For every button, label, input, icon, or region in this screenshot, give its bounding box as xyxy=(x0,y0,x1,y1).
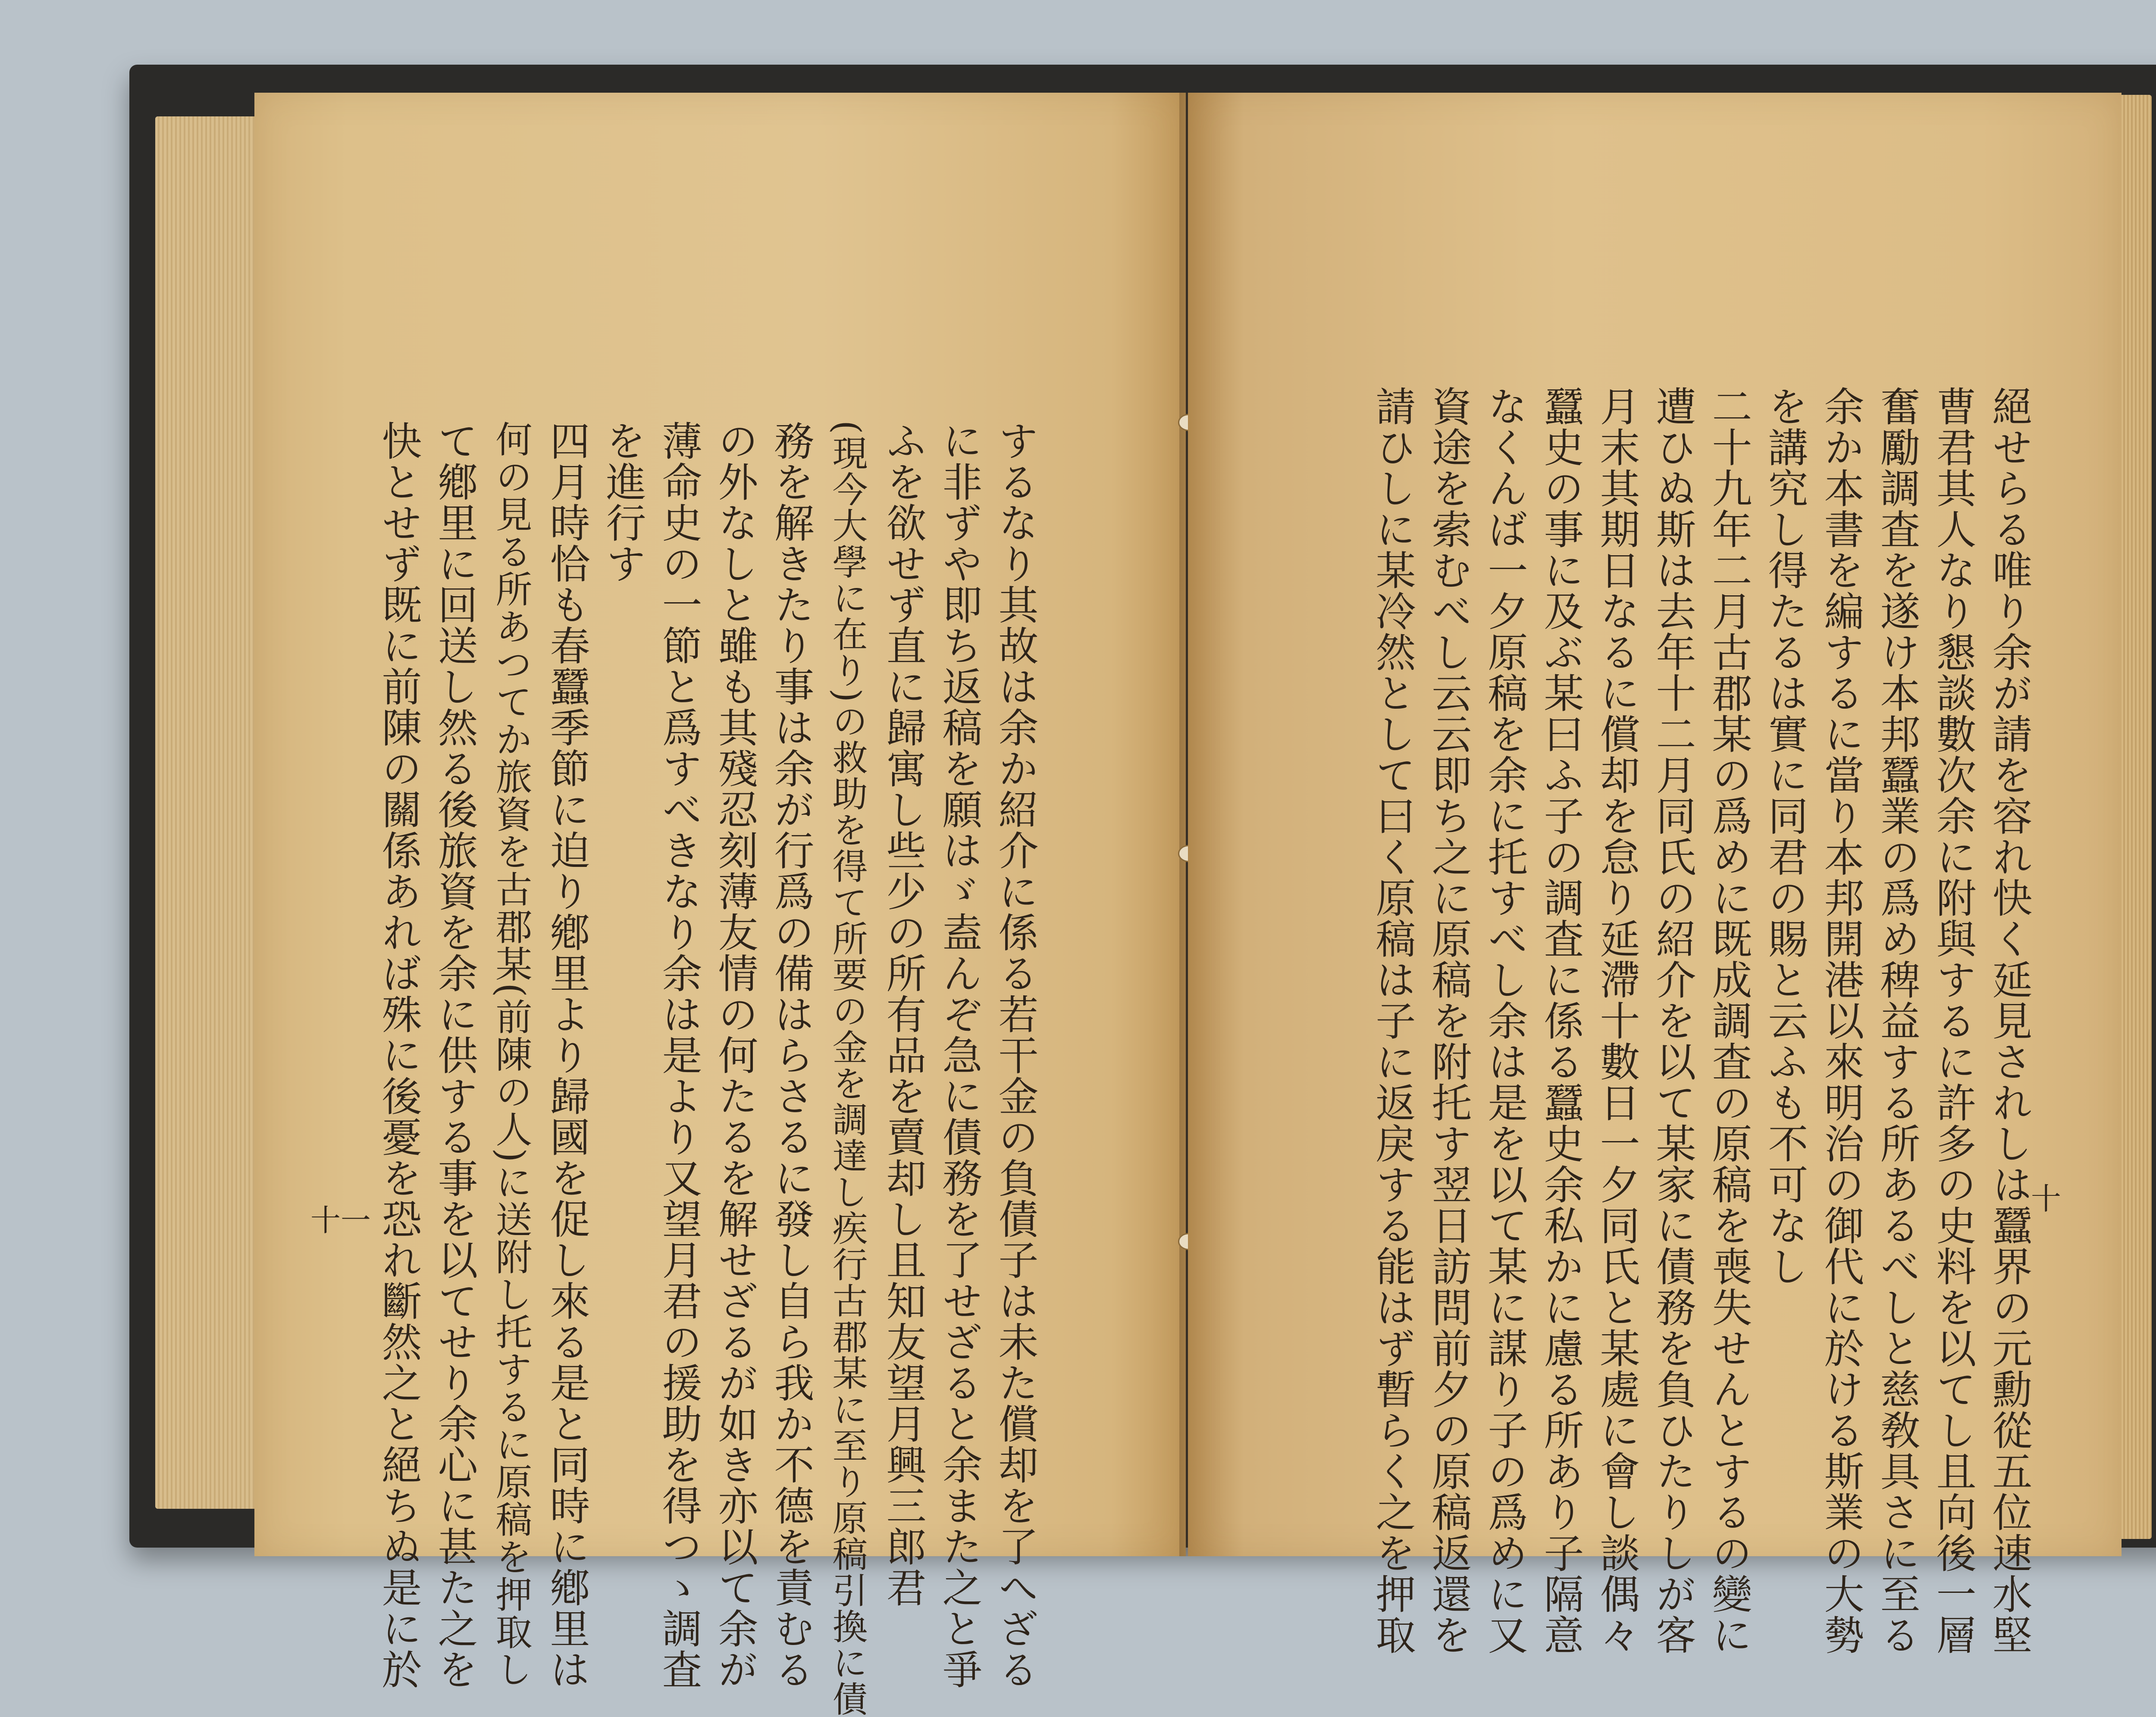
right-page-number: 十 xyxy=(2031,1181,2061,1217)
right-col-1: 絕せらる唯り余が請を容れ快く延見されしは蠶界の元勳從五位速水堅 xyxy=(1986,386,2032,1655)
left-col-12: 快とせず既に前陳の關係あれば殊に後憂を恐れ斷然之と絕ちぬ是に於 xyxy=(375,420,422,1690)
left-col-2: に非ずや即ち返稿を願はゞ盍んぞ急に債務を了せざると余また之と爭 xyxy=(936,420,982,1690)
left-col-5: 務を解きたり事は余が行爲の備はらさるに發し自ら我か不德を責むる xyxy=(768,420,814,1690)
left-col-11: て鄕里に回送し然る後旅資を余に供する事を以てせり余心に甚た之を xyxy=(431,420,478,1690)
left-col-10: 何の見る所あつてか旅資を古郡某(前陳の人)に送附し托するに原稿を押取し xyxy=(489,420,532,1689)
left-col-3: ふを欲せず直に歸寓し些少の所有品を賣却し且知友望月興三郎君 xyxy=(880,420,926,1608)
right-col-2: 曹君其人なり懇談數次余に附與するに許多の史料を以てし且向後一層 xyxy=(1930,386,1976,1655)
right-col-7: 遭ひぬ斯は去年十二月同氏の紹介を以て某家に債務を負ひたりしが客 xyxy=(1649,386,1696,1655)
right-col-9: 蠶史の事に及ぶ某曰ふ子の調査に係る蠶史余私かに慮る所あり子隔意 xyxy=(1537,386,1584,1655)
right-col-6: 二十九年二月古郡某の爲めに既成調査の原稿を喪失せんとするの變に xyxy=(1705,386,1752,1655)
left-page-number: 十一 xyxy=(310,1203,371,1238)
right-page xyxy=(1188,93,2122,1655)
right-col-12: 請ひしに某冷然として曰く原稿は子に返戾する能はず暫らく之を押取 xyxy=(1369,386,1416,1655)
right-col-10: なくんば一夕原稿を余に托すべし余は是を以て某に謀り子の爲めに又 xyxy=(1481,386,1528,1655)
left-col-9: 四月時恰も春蠶季節に迫り鄕里より歸國を促し來る是と同時に鄕里は xyxy=(543,420,590,1690)
right-col-11: 資途を索むべし云云即ち之に原稿を附托す翌日訪問前夕の原稿返還を xyxy=(1425,386,1472,1655)
right-col-8: 月末其期日なるに償却を怠り延滯十數日一夕同氏と某處に會し談偶々 xyxy=(1593,386,1640,1655)
left-col-6: の外なしと雖も其殘忍刻薄友情の何たるを解せざるが如き亦以て余が xyxy=(711,420,758,1690)
right-col-4: 余か本書を編するに當り本邦開港以來明治の御代に於ける斯業の大勢 xyxy=(1818,386,1864,1655)
page-edges-left xyxy=(155,116,263,1509)
right-col-5: を講究し得たるは實に同君の賜と云ふも不可なし xyxy=(1761,386,1808,1287)
left-col-8: を進行す xyxy=(599,420,646,584)
left-col-7: 薄命史の一節と爲すべきなり余は是より又望月君の援助を得つゝ調査 xyxy=(655,420,702,1690)
left-page xyxy=(254,93,1186,1717)
left-col-4: (現今大學に在り)の救助を得て所要の金を調達し疾行古郡某に至り原稿引換に債 xyxy=(827,420,868,1717)
left-col-1: するなり其故は余か紹介に係る若干金の負債子は未た償却を了へざる xyxy=(992,420,1038,1690)
right-col-3: 奮勵調査を遂け本邦蠶業の爲め稗益する所あるべしと慈敎具さに至る xyxy=(1874,386,1920,1655)
